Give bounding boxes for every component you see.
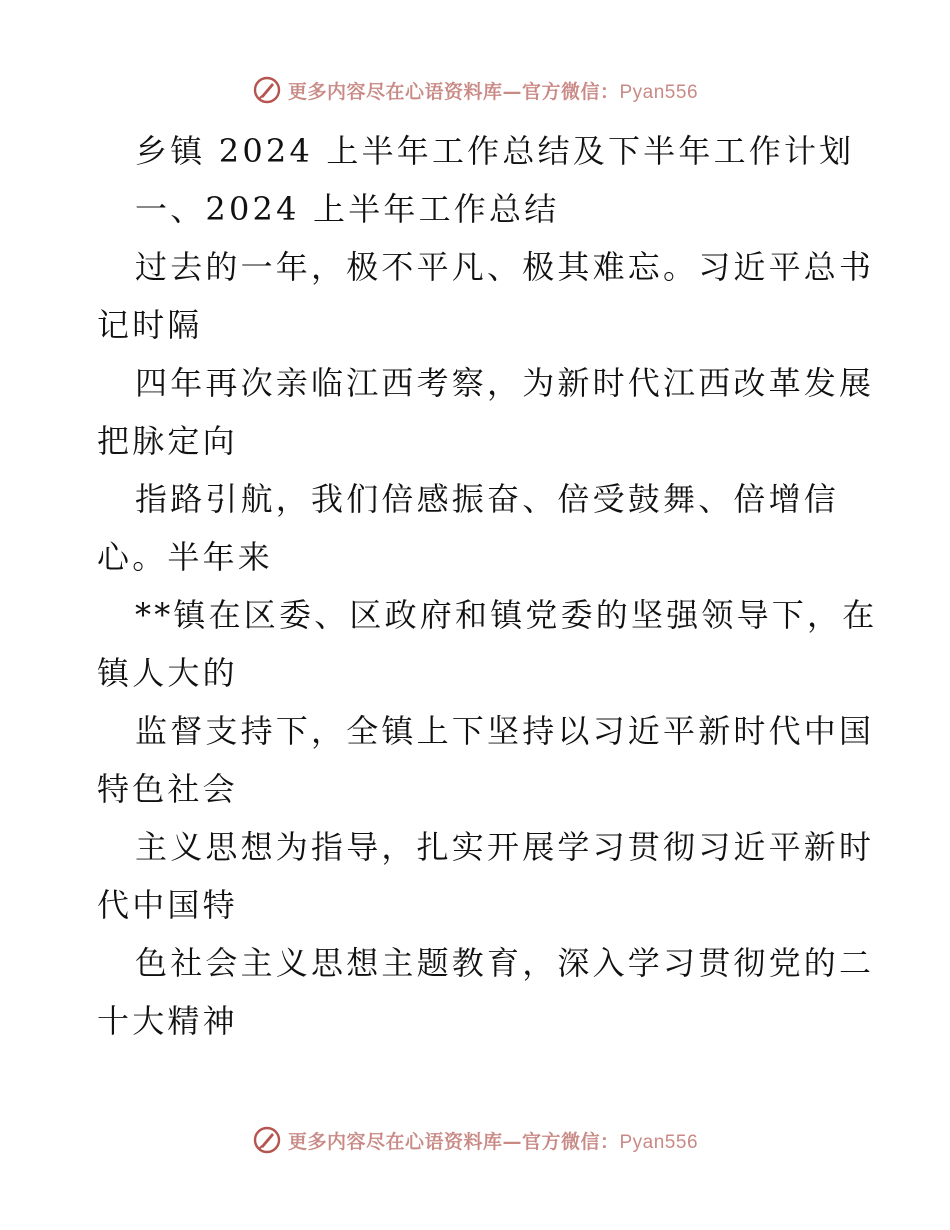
paragraph-line: 指路引航，我们倍感振奋、倍受鼓舞、倍增信: [135, 480, 840, 518]
paragraph-line: 特色社会: [97, 770, 238, 808]
paragraph-line: 十大精神: [97, 1002, 238, 1040]
paragraph-line: 过去的一年，极不平凡、极其难忘。习近平总书: [135, 248, 875, 286]
quill-seal-icon: [252, 1125, 282, 1155]
paragraph-line: 监督支持下，全镇上下坚持以习近平新时代中国: [135, 712, 875, 750]
paragraph-line: 代中国特: [97, 886, 238, 924]
watermark-text: 更多内容尽在心语资料库—官方微信：Pyan556: [287, 1130, 699, 1153]
paragraph-line: 心。半年来: [97, 538, 274, 576]
paragraph-line: 色社会主义思想主题教育，深入学习贯彻党的二: [135, 944, 875, 982]
quill-seal-icon: [252, 75, 282, 105]
watermark-header: [0, 70, 950, 110]
paragraph-line: 记时隔: [97, 306, 203, 344]
section-heading: 一、2024 上半年工作总结: [135, 190, 560, 228]
watermark-footer: [0, 1120, 950, 1160]
paragraph-line: 主义思想为指导，扎实开展学习贯彻习近平新时: [135, 828, 875, 866]
watermark-text: 更多内容尽在心语资料库—官方微信：Pyan556: [287, 80, 699, 103]
document-body: [97, 122, 878, 1050]
paragraph-line: 把脉定向: [97, 422, 238, 460]
paragraph-line: 四年再次亲临江西考察，为新时代江西改革发展: [135, 364, 875, 402]
document-title: 乡镇 2024 上半年工作总结及下半年工作计划: [135, 132, 855, 170]
paragraph-line: 镇人大的: [97, 654, 238, 692]
paragraph-line: **镇在区委、区政府和镇党委的坚强领导下，在: [135, 596, 878, 634]
